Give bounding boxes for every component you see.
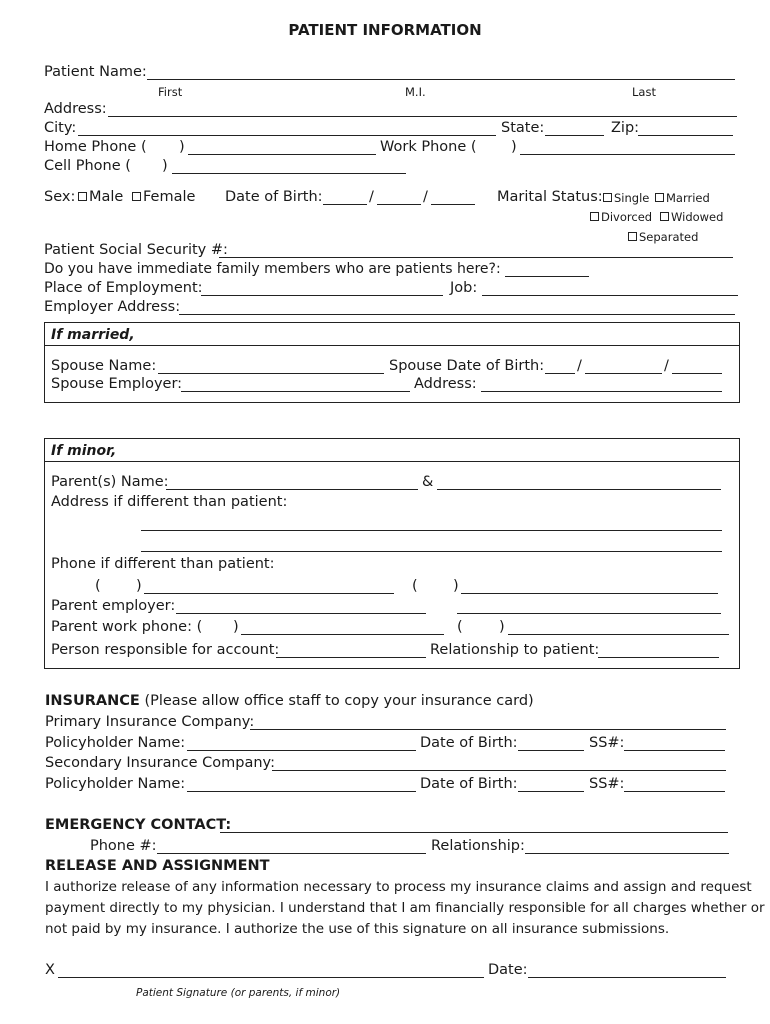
phone-diff-2-field[interactable] bbox=[461, 593, 718, 594]
spouse-dob-month-field[interactable] bbox=[545, 373, 575, 374]
divorced-option[interactable] bbox=[590, 208, 652, 226]
single-option[interactable] bbox=[603, 189, 649, 207]
emergency-phone-label: Phone #: bbox=[90, 838, 157, 854]
first-caption: First bbox=[158, 85, 183, 99]
policyholder-2-dob-label: Date of Birth: bbox=[420, 776, 518, 792]
phone-diff-1-close: ) bbox=[136, 578, 142, 594]
dob-label: Date of Birth: bbox=[225, 189, 323, 205]
job-field[interactable] bbox=[482, 295, 738, 296]
policyholder-2-field[interactable] bbox=[187, 791, 416, 792]
release-text-line-2: payment directly to my physician. I understand that I am financially responsible for all charges whether or bbox=[45, 900, 765, 916]
male-checkbox[interactable] bbox=[78, 192, 87, 201]
primary-insurance-field[interactable] bbox=[250, 729, 726, 730]
separated-label: Separated bbox=[639, 230, 699, 244]
minor-header: If minor, bbox=[51, 443, 117, 459]
single-label: Single bbox=[614, 191, 650, 205]
patient-name-field[interactable] bbox=[147, 79, 735, 80]
secondary-insurance-field[interactable] bbox=[272, 770, 726, 771]
policyholder-1-dob-field[interactable] bbox=[518, 750, 584, 751]
parent-2-name-field[interactable] bbox=[437, 489, 721, 490]
spouse-address-label: Address: bbox=[414, 376, 477, 392]
parent-employer-label: Parent employer: bbox=[51, 598, 176, 614]
family-members-label: Do you have immediate family members who are patients here?: bbox=[44, 261, 501, 277]
city-label: City: bbox=[44, 120, 77, 136]
page-title: PATIENT INFORMATION bbox=[288, 21, 482, 39]
city-field[interactable] bbox=[78, 135, 496, 136]
minor-header-divider bbox=[45, 461, 739, 462]
release-text-line-1: I authorize release of any information necessary to process my insurance claims and assign and request bbox=[45, 879, 752, 895]
parents-ampersand: & bbox=[422, 474, 434, 490]
spouse-employer-field[interactable] bbox=[181, 391, 410, 392]
job-label: Job: bbox=[450, 280, 478, 296]
relationship-to-patient-label: Relationship to patient: bbox=[430, 642, 600, 658]
divorced-label: Divorced bbox=[601, 210, 653, 224]
parent-work-phone-2-open: ( bbox=[457, 619, 463, 635]
policyholder-2-ssn-label: SS#: bbox=[589, 776, 625, 792]
widowed-checkbox[interactable] bbox=[660, 212, 669, 221]
cell-phone-paren: ) bbox=[162, 158, 168, 174]
address-field[interactable] bbox=[108, 116, 737, 117]
female-checkbox[interactable] bbox=[132, 192, 141, 201]
last-caption: Last bbox=[632, 85, 656, 99]
relationship-to-patient-field[interactable] bbox=[598, 657, 719, 658]
parents-name-label: Parent(s) Name: bbox=[51, 474, 169, 490]
policyholder-2-dob-field[interactable] bbox=[518, 791, 584, 792]
spouse-employer-label: Spouse Employer: bbox=[51, 376, 183, 392]
release-text-line-3: not paid by my insurance. I authorize the use of this signature on all insurance submissions. bbox=[45, 921, 670, 937]
address-diff-label: Address if different than patient: bbox=[51, 494, 288, 510]
parent-work-phone-label: Parent work phone: ( bbox=[51, 619, 203, 635]
policyholder-1-ssn-field[interactable] bbox=[624, 750, 725, 751]
married-label: Married bbox=[666, 191, 710, 205]
work-phone-label: Work Phone ( bbox=[380, 139, 477, 155]
spouse-dob-slash-1: / bbox=[577, 358, 582, 374]
address-label: Address: bbox=[44, 101, 107, 117]
cell-phone-label: Cell Phone ( bbox=[44, 158, 131, 174]
male-label: Male bbox=[89, 189, 124, 205]
employer-address-field[interactable] bbox=[179, 314, 735, 315]
insurance-header: INSURANCE bbox=[45, 693, 140, 709]
insurance-note: (Please allow office staff to copy your insurance card) bbox=[144, 693, 534, 709]
state-field[interactable] bbox=[545, 135, 604, 136]
separated-option[interactable] bbox=[628, 228, 698, 246]
employer-address-label: Employer Address: bbox=[44, 299, 181, 315]
emergency-contact-header: EMERGENCY CONTACT: bbox=[45, 817, 232, 833]
home-phone-label: Home Phone ( bbox=[44, 139, 147, 155]
secondary-insurance-label: Secondary Insurance Company: bbox=[45, 755, 275, 771]
zip-label: Zip: bbox=[611, 120, 640, 136]
policyholder-1-label: Policyholder Name: bbox=[45, 735, 186, 751]
male-option[interactable] bbox=[78, 188, 123, 206]
sex-label: Sex: bbox=[44, 189, 76, 205]
dob-month-field[interactable] bbox=[323, 204, 367, 205]
single-checkbox[interactable] bbox=[603, 193, 612, 202]
signature-x: X bbox=[45, 962, 55, 978]
parent-employer-field-2[interactable] bbox=[457, 613, 721, 614]
release-header: RELEASE AND ASSIGNMENT bbox=[45, 858, 270, 874]
signature-date-field[interactable] bbox=[528, 977, 726, 978]
responsible-field[interactable] bbox=[276, 657, 426, 658]
state-label: State: bbox=[501, 120, 545, 136]
female-option[interactable] bbox=[132, 188, 195, 206]
patient-name-label: Patient Name: bbox=[44, 64, 147, 80]
cell-phone-field[interactable] bbox=[172, 173, 406, 174]
address-diff-field-2[interactable] bbox=[141, 551, 722, 552]
responsible-label: Person responsible for account: bbox=[51, 642, 280, 658]
spouse-address-field[interactable] bbox=[481, 391, 722, 392]
parent-employer-field-1[interactable] bbox=[176, 613, 426, 614]
ssn-label: Patient Social Security #: bbox=[44, 242, 228, 258]
employment-field[interactable] bbox=[201, 295, 443, 296]
policyholder-1-field[interactable] bbox=[187, 750, 416, 751]
policyholder-2-label: Policyholder Name: bbox=[45, 776, 186, 792]
dob-year-field[interactable] bbox=[431, 204, 475, 205]
spouse-name-label: Spouse Name: bbox=[51, 358, 157, 374]
married-checkbox[interactable] bbox=[655, 193, 664, 202]
work-phone-paren: ) bbox=[511, 139, 517, 155]
spouse-name-field[interactable] bbox=[158, 373, 384, 374]
mi-caption: M.I. bbox=[405, 85, 426, 99]
signature-field[interactable] bbox=[58, 977, 484, 978]
primary-insurance-label: Primary Insurance Company: bbox=[45, 714, 255, 730]
phone-diff-2-close: ) bbox=[453, 578, 459, 594]
home-phone-field[interactable] bbox=[188, 154, 376, 155]
emergency-contact-field[interactable] bbox=[220, 832, 728, 833]
policyholder-1-ssn-label: SS#: bbox=[589, 735, 625, 751]
parent-1-name-field[interactable] bbox=[166, 489, 418, 490]
signature-caption: Patient Signature (or parents, if minor) bbox=[136, 987, 341, 999]
parent-work-phone-1-close: ) bbox=[233, 619, 239, 635]
emergency-relationship-field[interactable] bbox=[525, 853, 729, 854]
spouse-dob-label: Spouse Date of Birth: bbox=[389, 358, 545, 374]
address-diff-field-1[interactable] bbox=[141, 530, 722, 531]
emergency-relationship-label: Relationship: bbox=[431, 838, 525, 854]
policyholder-1-dob-label: Date of Birth: bbox=[420, 735, 518, 751]
parent-work-phone-1-field[interactable] bbox=[241, 634, 444, 635]
dob-slash-1: / bbox=[369, 189, 374, 205]
parent-work-phone-2-field[interactable] bbox=[508, 634, 729, 635]
separated-checkbox[interactable] bbox=[628, 232, 637, 241]
dob-day-field[interactable] bbox=[377, 204, 421, 205]
widowed-option[interactable] bbox=[660, 208, 723, 226]
marital-status-label: Marital Status: bbox=[497, 189, 603, 205]
home-phone-paren: ) bbox=[179, 139, 185, 155]
phone-diff-1-open: ( bbox=[95, 578, 101, 594]
spouse-dob-year-field[interactable] bbox=[672, 373, 722, 374]
married-option[interactable] bbox=[655, 189, 710, 207]
phone-diff-label: Phone if different than patient: bbox=[51, 556, 275, 572]
insurance-heading bbox=[45, 692, 534, 710]
married-header: If married, bbox=[51, 327, 135, 343]
parent-work-phone-2-close: ) bbox=[499, 619, 505, 635]
emergency-phone-field[interactable] bbox=[157, 853, 426, 854]
widowed-label: Widowed bbox=[671, 210, 724, 224]
phone-diff-1-field[interactable] bbox=[144, 593, 394, 594]
policyholder-2-ssn-field[interactable] bbox=[624, 791, 725, 792]
signature-date-label: Date: bbox=[488, 962, 528, 978]
divorced-checkbox[interactable] bbox=[590, 212, 599, 221]
female-label: Female bbox=[143, 189, 196, 205]
spouse-dob-day-field[interactable] bbox=[585, 373, 662, 374]
work-phone-field[interactable] bbox=[520, 154, 735, 155]
ssn-field[interactable] bbox=[219, 257, 733, 258]
dob-slash-2: / bbox=[423, 189, 428, 205]
phone-diff-2-open: ( bbox=[412, 578, 418, 594]
spouse-dob-slash-2: / bbox=[664, 358, 669, 374]
employment-label: Place of Employment: bbox=[44, 280, 203, 296]
married-header-divider bbox=[45, 345, 739, 346]
zip-field[interactable] bbox=[638, 135, 733, 136]
family-members-field[interactable] bbox=[505, 276, 589, 277]
